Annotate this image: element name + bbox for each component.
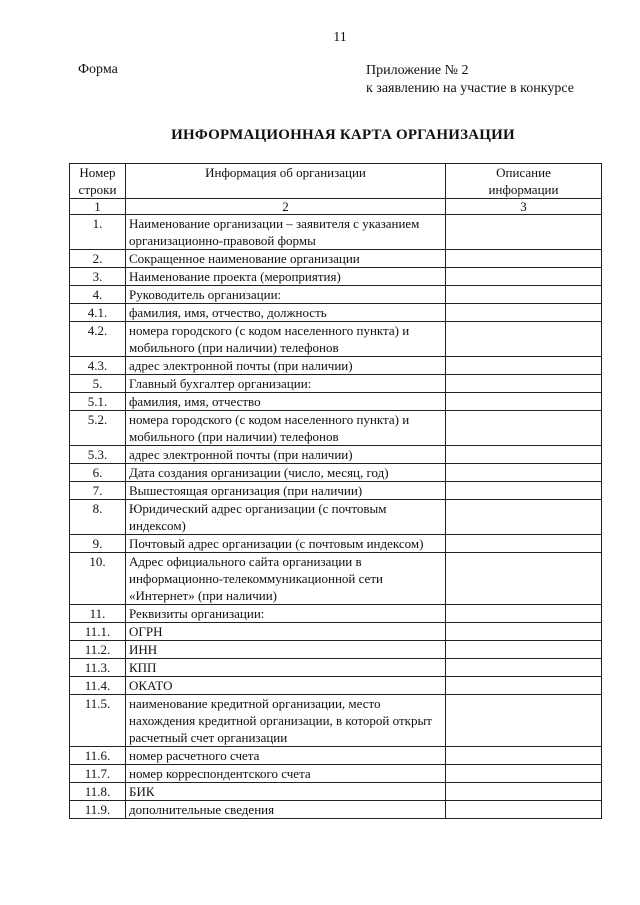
row-number-cell: 4.3. <box>70 357 126 375</box>
form-label: Форма <box>78 62 118 77</box>
row-description-cell[interactable] <box>446 801 602 819</box>
row-description-cell[interactable] <box>446 411 602 446</box>
table-row <box>70 801 602 819</box>
row-number-cell: 4.2. <box>70 322 126 357</box>
row-number-cell: 11.2. <box>70 641 126 659</box>
row-number-cell: 4. <box>70 286 126 304</box>
header-description-line-1: Описание <box>496 165 551 180</box>
row-description-cell[interactable] <box>446 677 602 695</box>
table-row <box>70 446 602 464</box>
table-row <box>70 322 602 357</box>
header-row-number-line-2: строки <box>78 182 117 197</box>
table-row <box>70 783 602 801</box>
row-number-cell: 3. <box>70 268 126 286</box>
row-description-cell[interactable] <box>446 250 602 268</box>
row-info-cell: Главный бухгалтер организации: <box>126 375 446 393</box>
column-number: 3 <box>446 199 602 215</box>
row-info-cell: Вышестоящая организация (при наличии) <box>126 482 446 500</box>
table-row <box>70 393 602 411</box>
row-info-cell: Сокращенное наименование организации <box>126 250 446 268</box>
row-description-cell[interactable] <box>446 765 602 783</box>
table-header-row <box>70 164 602 199</box>
row-description-cell[interactable] <box>446 375 602 393</box>
row-info-cell: номер корреспондентского счета <box>126 765 446 783</box>
row-info-cell: номера городского (с кодом населенного пункта) и мобильного (при наличии) телефонов <box>126 411 446 446</box>
column-number: 2 <box>126 199 446 215</box>
organization-info-table <box>69 163 602 819</box>
row-info-cell: Руководитель организации: <box>126 286 446 304</box>
table-row <box>70 659 602 677</box>
row-description-cell[interactable] <box>446 215 602 250</box>
row-number-cell: 4.1. <box>70 304 126 322</box>
row-info-cell: Наименование проекта (мероприятия) <box>126 268 446 286</box>
row-info-cell: фамилия, имя, отчество, должность <box>126 304 446 322</box>
row-description-cell[interactable] <box>446 641 602 659</box>
page-number: 11 <box>333 30 347 45</box>
row-description-cell[interactable] <box>446 605 602 623</box>
row-info-cell: ОГРН <box>126 623 446 641</box>
row-description-cell[interactable] <box>446 695 602 747</box>
row-number-cell: 11.8. <box>70 783 126 801</box>
row-number-cell: 11.1. <box>70 623 126 641</box>
table-row <box>70 375 602 393</box>
header-row-number <box>70 164 126 199</box>
column-numbers-row <box>70 199 602 215</box>
row-number-cell: 11.6. <box>70 747 126 765</box>
table-row <box>70 215 602 250</box>
row-number-cell: 1. <box>70 215 126 250</box>
table-row <box>70 250 602 268</box>
row-number-cell: 9. <box>70 535 126 553</box>
row-description-cell[interactable] <box>446 393 602 411</box>
table-row <box>70 304 602 322</box>
row-info-cell: БИК <box>126 783 446 801</box>
table-row <box>70 553 602 605</box>
row-number-cell: 11.4. <box>70 677 126 695</box>
row-info-cell: фамилия, имя, отчество <box>126 393 446 411</box>
header-description-line-2: информации <box>488 182 559 197</box>
row-info-cell: наименование кредитной организации, место нахождения кредитной организации, в которой открыт расчетный счет организации <box>126 695 446 747</box>
row-number-cell: 5.3. <box>70 446 126 464</box>
row-description-cell[interactable] <box>446 322 602 357</box>
row-info-cell: Юридический адрес организации (с почтовым индексом) <box>126 500 446 535</box>
row-description-cell[interactable] <box>446 659 602 677</box>
row-description-cell[interactable] <box>446 464 602 482</box>
header-description <box>446 164 602 199</box>
row-info-cell: номер расчетного счета <box>126 747 446 765</box>
table-row <box>70 411 602 446</box>
table-row <box>70 765 602 783</box>
row-info-cell: ИНН <box>126 641 446 659</box>
table-row <box>70 357 602 375</box>
header-organization-info: Информация об организации <box>126 164 446 199</box>
row-number-cell: 6. <box>70 464 126 482</box>
row-description-cell[interactable] <box>446 357 602 375</box>
row-description-cell[interactable] <box>446 446 602 464</box>
row-description-cell[interactable] <box>446 553 602 605</box>
appendix-note <box>366 62 574 98</box>
row-number-cell: 11.7. <box>70 765 126 783</box>
row-number-cell: 2. <box>70 250 126 268</box>
row-info-cell: адрес электронной почты (при наличии) <box>126 357 446 375</box>
column-number: 1 <box>70 199 126 215</box>
row-number-cell: 5.1. <box>70 393 126 411</box>
row-info-cell: номера городского (с кодом населенного пункта) и мобильного (при наличии) телефонов <box>126 322 446 357</box>
table-row <box>70 641 602 659</box>
row-description-cell[interactable] <box>446 535 602 553</box>
row-number-cell: 5.2. <box>70 411 126 446</box>
row-number-cell: 10. <box>70 553 126 605</box>
row-description-cell[interactable] <box>446 500 602 535</box>
table-row <box>70 482 602 500</box>
row-description-cell[interactable] <box>446 304 602 322</box>
header-row-number-line-1: Номер <box>79 165 116 180</box>
row-number-cell: 5. <box>70 375 126 393</box>
table-row <box>70 605 602 623</box>
row-number-cell: 11.3. <box>70 659 126 677</box>
row-description-cell[interactable] <box>446 286 602 304</box>
row-info-cell: ОКАТО <box>126 677 446 695</box>
table-row <box>70 677 602 695</box>
row-description-cell[interactable] <box>446 623 602 641</box>
row-description-cell[interactable] <box>446 482 602 500</box>
row-info-cell: Адрес официального сайта организации в информационно-телекоммуникационной сети «Интернет» (при наличии) <box>126 553 446 605</box>
row-number-cell: 11.9. <box>70 801 126 819</box>
table-row <box>70 286 602 304</box>
row-info-cell: Почтовый адрес организации (с почтовым индексом) <box>126 535 446 553</box>
row-info-cell: Наименование организации – заявителя с указанием организационно-правовой формы <box>126 215 446 250</box>
row-info-cell: КПП <box>126 659 446 677</box>
table-row <box>70 695 602 747</box>
row-info-cell: адрес электронной почты (при наличии) <box>126 446 446 464</box>
document-title: ИНФОРМАЦИОННАЯ КАРТА ОРГАНИЗАЦИИ <box>171 127 515 143</box>
row-description-cell[interactable] <box>446 747 602 765</box>
table-row <box>70 623 602 641</box>
row-description-cell[interactable] <box>446 268 602 286</box>
row-number-cell: 8. <box>70 500 126 535</box>
table-row <box>70 268 602 286</box>
table-row <box>70 747 602 765</box>
row-info-cell: Дата создания организации (число, месяц, год) <box>126 464 446 482</box>
row-number-cell: 11.5. <box>70 695 126 747</box>
row-number-cell: 7. <box>70 482 126 500</box>
row-info-cell: дополнительные сведения <box>126 801 446 819</box>
table-row <box>70 500 602 535</box>
table-row <box>70 464 602 482</box>
appendix-line-2: к заявлению на участие в конкурсе <box>366 81 574 96</box>
appendix-line-1: Приложение № 2 <box>366 63 469 78</box>
row-description-cell[interactable] <box>446 783 602 801</box>
row-number-cell: 11. <box>70 605 126 623</box>
table-row <box>70 535 602 553</box>
row-info-cell: Реквизиты организации: <box>126 605 446 623</box>
